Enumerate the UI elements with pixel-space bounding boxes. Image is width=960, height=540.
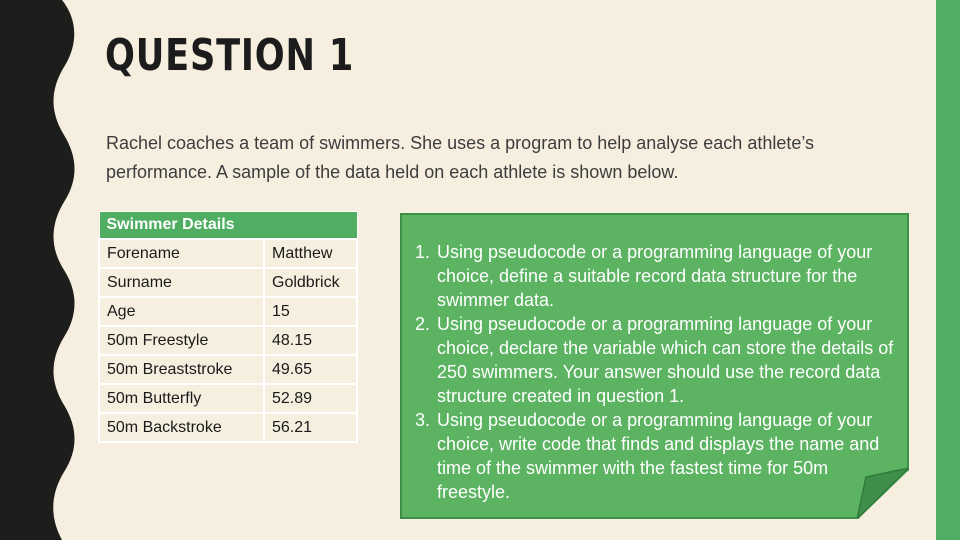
row-label-surname: Surname bbox=[99, 268, 264, 297]
row-label-freestyle: 50m Freestyle bbox=[99, 326, 264, 355]
row-label-backstroke: 50m Backstroke bbox=[99, 413, 264, 442]
row-value-surname: Goldbrick bbox=[264, 268, 357, 297]
table-row bbox=[99, 413, 357, 442]
table-row bbox=[99, 326, 357, 355]
table-row bbox=[99, 384, 357, 413]
wavy-left-band bbox=[0, 0, 80, 540]
question-item-3: 3. Using pseudocode or a programming language of your choice, write code that finds and displays the name and time of the swimmer with the fastest time for 50m freestyle. bbox=[435, 408, 905, 504]
table-row bbox=[99, 297, 357, 326]
row-value-age: 15 bbox=[264, 297, 357, 326]
row-value-forename: Matthew bbox=[264, 239, 357, 268]
table-row bbox=[99, 239, 357, 268]
row-value-freestyle: 48.15 bbox=[264, 326, 357, 355]
question-item-1: 1. Using pseudocode or a programming language of your choice, define a suitable record data structure for the swimmer data. bbox=[435, 240, 905, 312]
row-label-butterfly: 50m Butterfly bbox=[99, 384, 264, 413]
table-row bbox=[99, 268, 357, 297]
question-item-2: 2. Using pseudocode or a programming language of your choice, declare the variable which can store the details of 250 swimmers. Your answer should use the record data structure created in question 1. bbox=[435, 312, 905, 408]
row-label-age: Age bbox=[99, 297, 264, 326]
row-value-backstroke: 56.21 bbox=[264, 413, 357, 442]
row-label-forename: Forename bbox=[99, 239, 264, 268]
slide-title: QUESTION 1 bbox=[105, 30, 355, 81]
questions-list bbox=[405, 240, 905, 504]
right-accent-stripe bbox=[936, 0, 960, 540]
row-value-butterfly: 52.89 bbox=[264, 384, 357, 413]
intro-paragraph: Rachel coaches a team of swimmers. She uses a program to help analyse each athlete’s performance. A sample of the data held on each athlete is shown below. bbox=[106, 133, 815, 182]
row-label-breaststroke: 50m Breaststroke bbox=[99, 355, 264, 384]
table-header-row bbox=[99, 212, 357, 240]
table-header: Swimmer Details bbox=[99, 212, 357, 240]
swimmer-details-table bbox=[98, 211, 358, 443]
row-value-breaststroke: 49.65 bbox=[264, 355, 357, 384]
table-row bbox=[99, 355, 357, 384]
